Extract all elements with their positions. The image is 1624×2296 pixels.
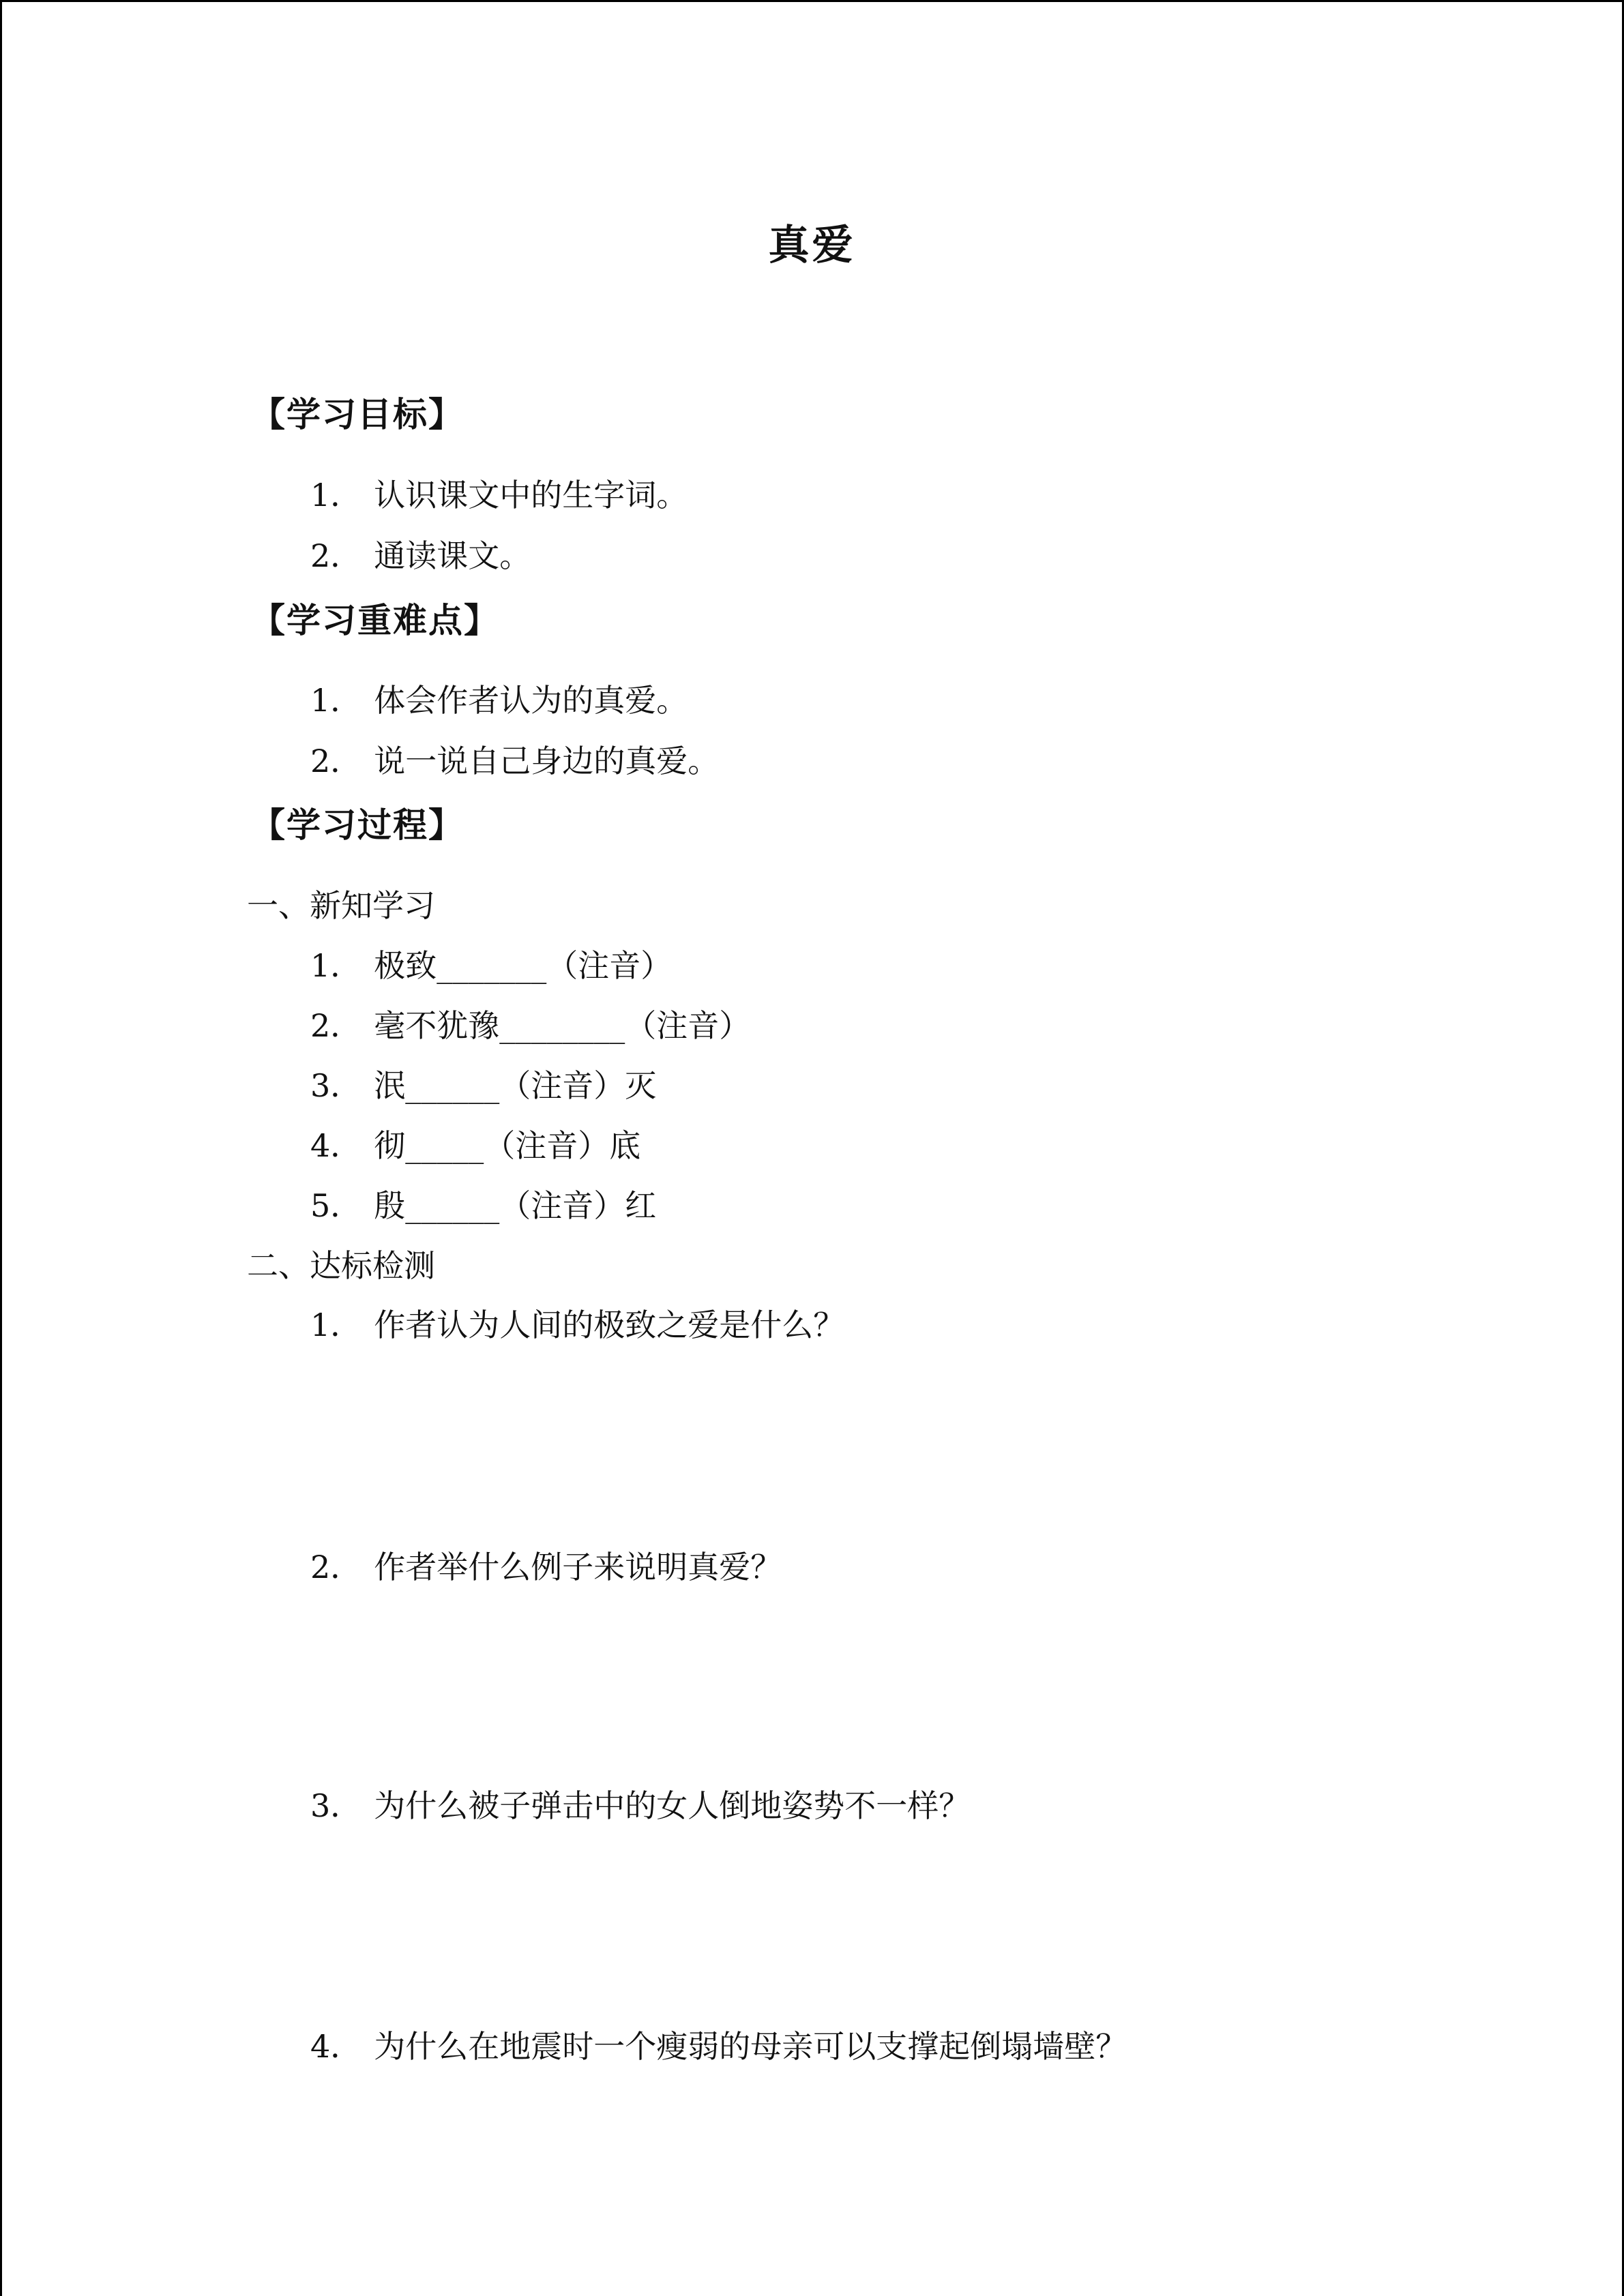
item-text: 说一说自己身边的真爱。 — [374, 743, 720, 779]
pinyin-item — [310, 1001, 750, 1046]
item-text: 通读课文。 — [374, 537, 531, 574]
section-heading-key-points: 【学习重难点】 — [251, 600, 499, 640]
item-text: 殷______（注音）红 — [374, 1187, 657, 1224]
section-heading-goals: 【学习目标】 — [251, 394, 464, 434]
item-number: 2． — [310, 537, 362, 574]
item-number: 1． — [310, 947, 362, 984]
item-number: 1． — [310, 477, 362, 513]
part-heading-new-knowledge: 一、新知学习 — [247, 887, 435, 924]
goal-item — [310, 471, 688, 516]
item-text: 作者举什么例子来说明真爱？ — [374, 1549, 782, 1585]
question-item — [310, 1300, 844, 1345]
pinyin-item — [310, 1181, 656, 1226]
part-heading-assessment: 二、达标检测 — [247, 1247, 435, 1284]
item-text: 泯______（注音）灭 — [374, 1067, 657, 1104]
key-point-item — [310, 676, 688, 721]
item-text: 作者认为人间的极致之爱是什么？ — [374, 1307, 845, 1343]
key-point-item — [310, 736, 719, 781]
pinyin-item — [310, 1061, 656, 1106]
question-item — [310, 1542, 782, 1587]
item-number: 2． — [310, 743, 362, 779]
item-number: 4． — [310, 1127, 362, 1164]
item-number: 2． — [310, 1549, 362, 1585]
item-number: 5． — [310, 1187, 362, 1224]
item-number: 1． — [310, 1307, 362, 1343]
page-title: 真爱 — [768, 222, 856, 269]
item-text: 极致_______（注音） — [374, 947, 673, 984]
item-number: 4． — [310, 2028, 362, 2065]
item-text: 为什么在地震时一个瘦弱的母亲可以支撑起倒塌墙壁？ — [374, 2028, 1127, 2065]
question-item — [310, 1781, 970, 1826]
pinyin-item — [310, 941, 672, 986]
section-heading-process: 【学习过程】 — [251, 805, 464, 845]
item-text: 认识课文中的生字词。 — [374, 477, 688, 513]
goal-item — [310, 531, 531, 576]
item-number: 2． — [310, 1007, 362, 1044]
question-item — [310, 2022, 1127, 2067]
item-text: 体会作者认为的真爱。 — [374, 682, 688, 719]
item-text: 毫不犹豫________（注音） — [374, 1007, 751, 1044]
pinyin-item — [310, 1121, 640, 1166]
item-number: 3． — [310, 1787, 362, 1824]
item-number: 1． — [310, 682, 362, 719]
item-text: 为什么被子弹击中的女人倒地姿势不一样？ — [374, 1787, 971, 1824]
item-text: 彻_____（注音）底 — [374, 1127, 641, 1164]
item-number: 3． — [310, 1067, 362, 1104]
